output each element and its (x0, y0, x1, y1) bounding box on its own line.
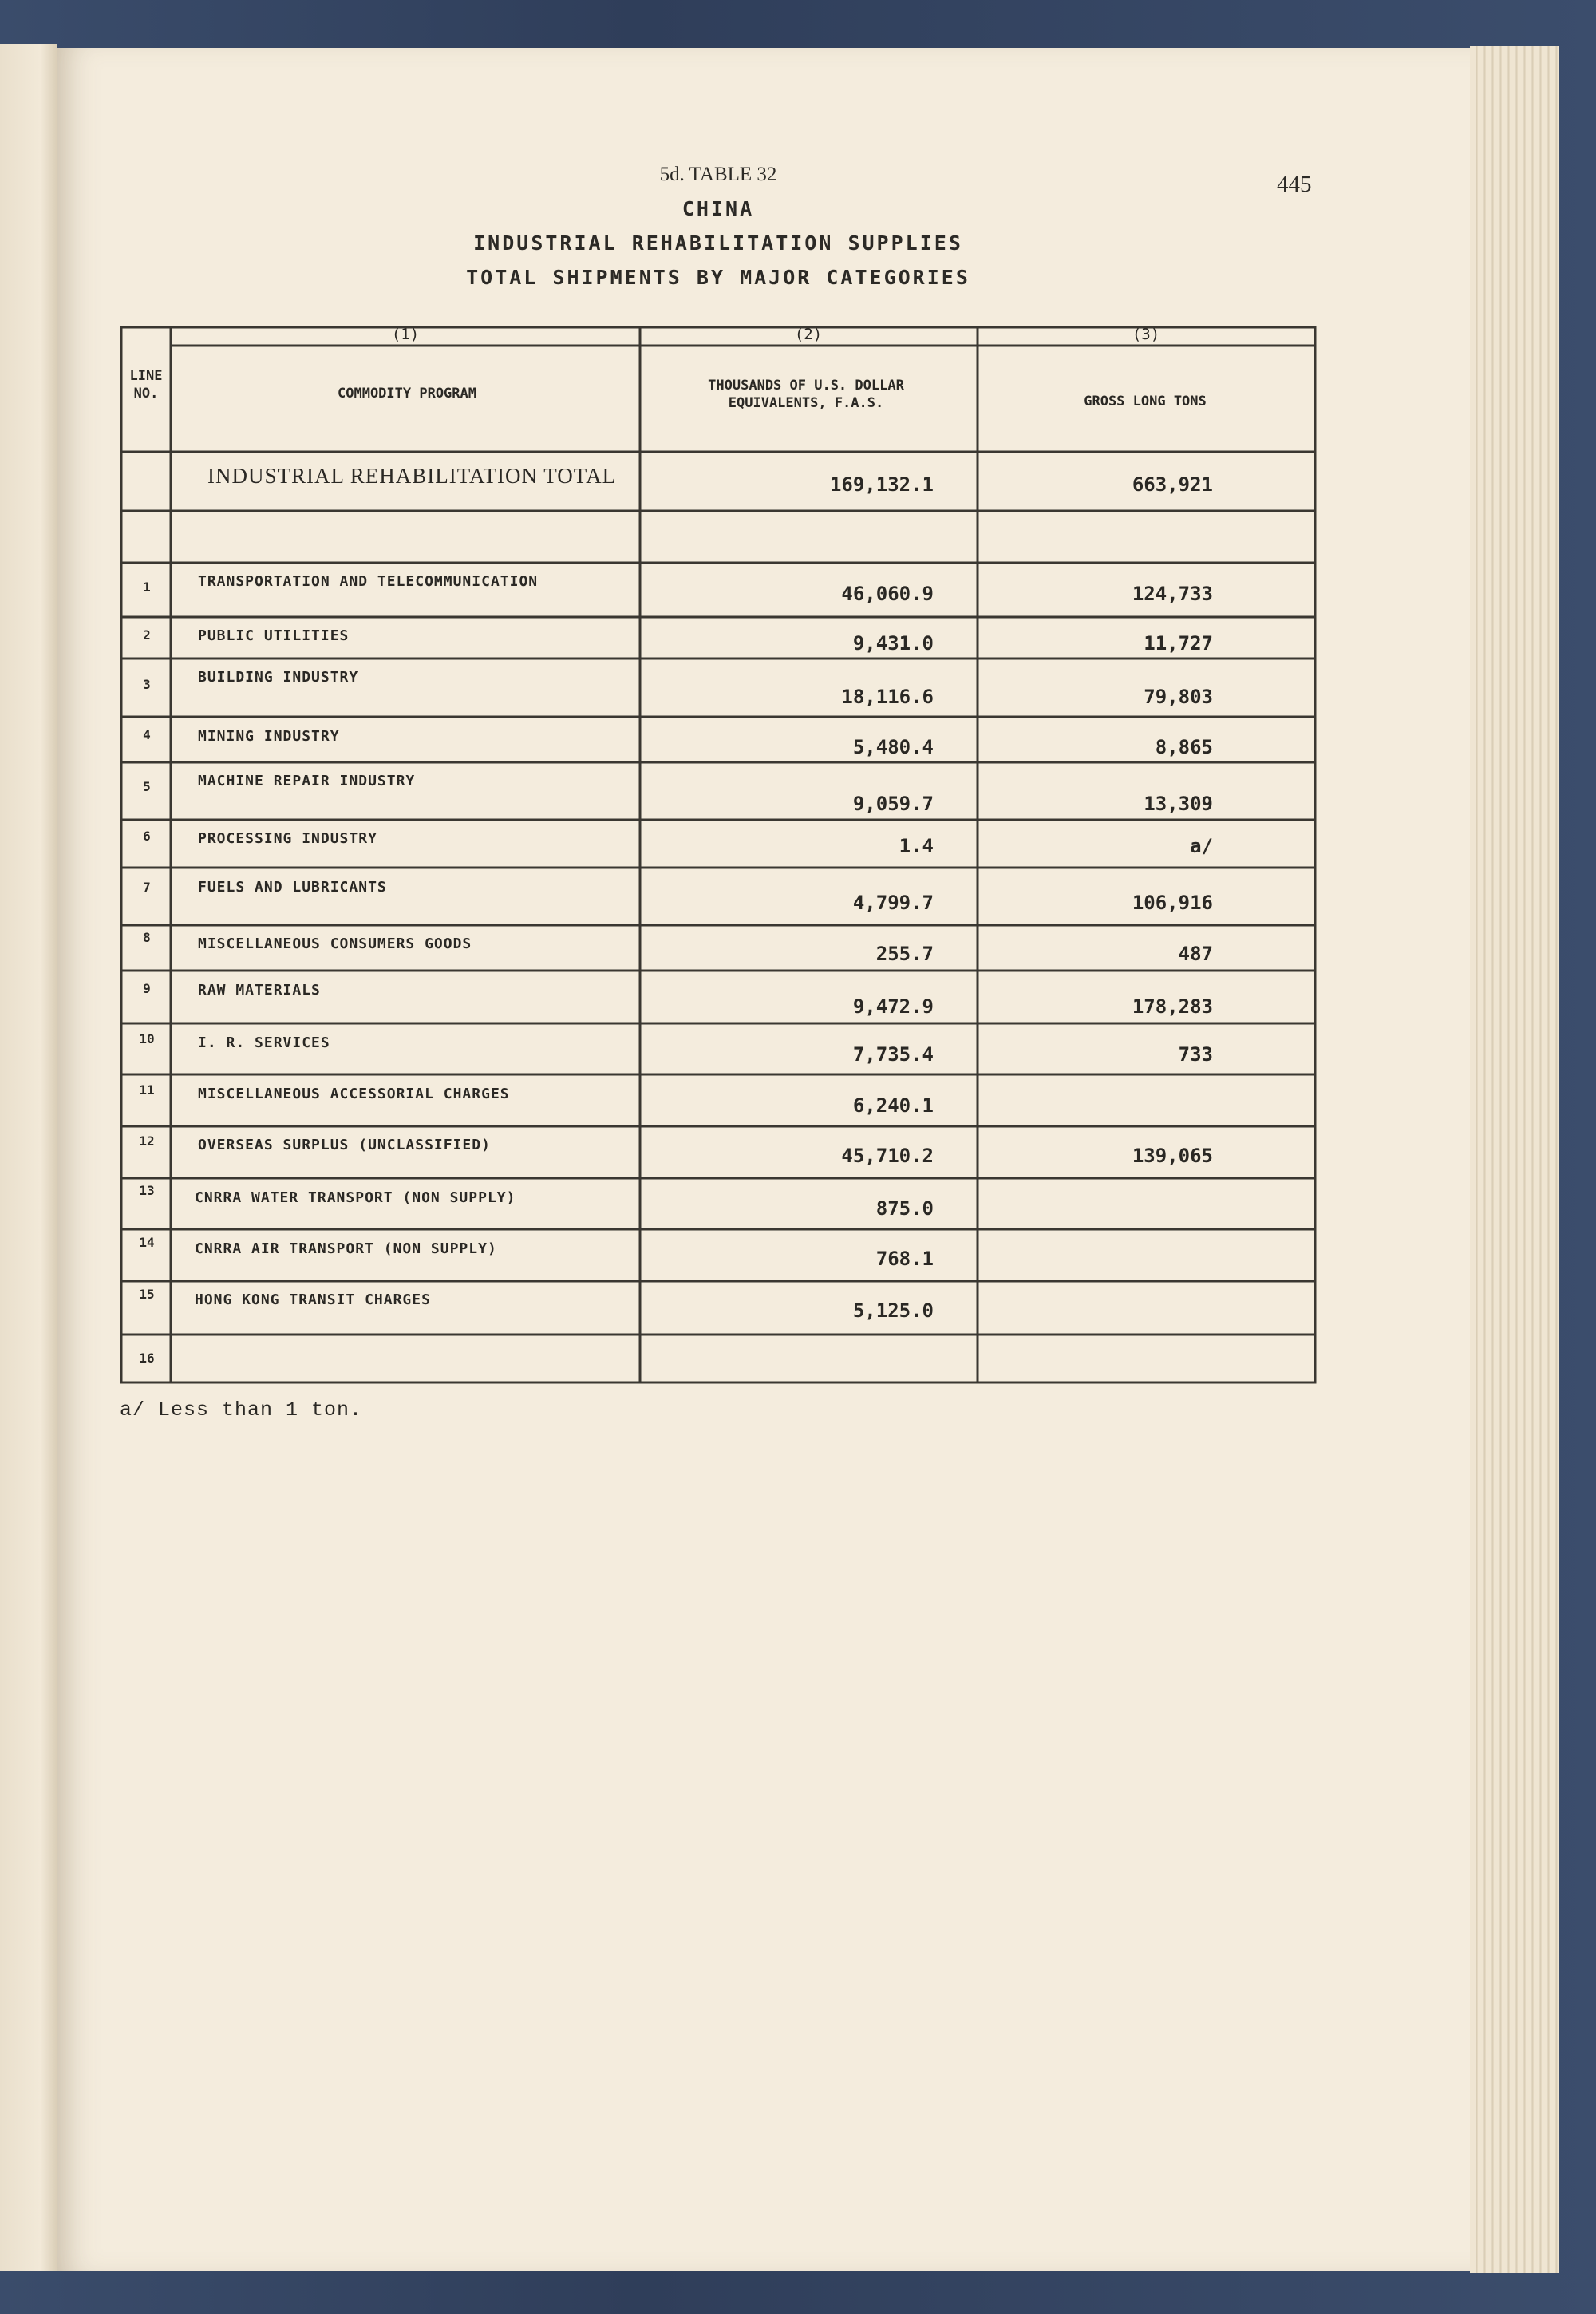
commodity-program: RAW MATERIALS (198, 982, 321, 999)
commodity-program: HONG KONG TRANSIT CHARGES (195, 1291, 431, 1308)
column-number-2: (2) (794, 326, 823, 343)
tons-value: a/ (1190, 835, 1213, 857)
commodity-program: CNRRA AIR TRANSPORT (NON SUPPLY) (195, 1240, 497, 1257)
line-number: 4 (143, 727, 151, 742)
line-number: 11 (139, 1082, 155, 1098)
dollar-value: 7,735.4 (852, 1043, 934, 1066)
line-number: 15 (139, 1287, 155, 1302)
tons-value: 178,283 (1132, 995, 1213, 1018)
line-number: 12 (139, 1133, 155, 1149)
dollar-value: 46,060.9 (841, 583, 934, 605)
commodity-program: FUELS AND LUBRICANTS (198, 879, 387, 896)
left-page-edge (0, 44, 57, 2271)
title-subject: INDUSTRIAL REHABILITATION SUPPLIES (473, 231, 963, 255)
commodity-program: BUILDING INDUSTRY (198, 669, 359, 686)
column-number-1: (1) (391, 326, 420, 343)
line-number: 5 (143, 779, 151, 794)
dollar-value: 4,799.7 (852, 892, 934, 914)
title-description: TOTAL SHIPMENTS BY MAJOR CATEGORIES (466, 266, 970, 289)
commodity-program: OVERSEAS SURPLUS (UNCLASSIFIED) (198, 1137, 491, 1153)
commodity-program: PUBLIC UTILITIES (198, 627, 350, 644)
line-number: 9 (143, 981, 151, 996)
page-edges (1470, 46, 1559, 2273)
tons-value: 124,733 (1132, 583, 1213, 605)
commodity-program: TRANSPORTATION AND TELECOMMUNICATION (198, 573, 539, 590)
total-label: INDUSTRIAL REHABILITATION TOTAL (207, 464, 617, 488)
total-tons: 663,921 (1132, 473, 1213, 496)
header-gross-long-tons: GROSS LONG TONS (1084, 394, 1207, 409)
tons-value: 13,309 (1144, 793, 1213, 815)
tons-value: 11,727 (1144, 632, 1213, 655)
dollar-value: 6,240.1 (852, 1094, 934, 1117)
commodity-program: MACHINE REPAIR INDUSTRY (198, 773, 416, 789)
title-country: CHINA (681, 197, 755, 220)
tons-value: 8,865 (1155, 736, 1213, 758)
dollar-value: 768.1 (875, 1248, 934, 1270)
total-dollars: 169,132.1 (829, 473, 934, 496)
line-number: 8 (143, 930, 151, 945)
line-number: 13 (139, 1183, 155, 1198)
header-line-no: LINE NO. (129, 368, 163, 401)
commodity-program: MISCELLANEOUS CONSUMERS GOODS (198, 935, 472, 952)
dollar-value: 5,125.0 (852, 1299, 934, 1322)
commodity-program: MISCELLANEOUS ACCESSORIAL CHARGES (198, 1086, 510, 1102)
commodity-program: I. R. SERVICES (198, 1034, 330, 1051)
shipments-table (120, 326, 1317, 1384)
tons-value: 487 (1178, 943, 1213, 965)
footnote: a/ Less than 1 ton. (120, 1398, 363, 1422)
dollar-value: 45,710.2 (841, 1145, 934, 1167)
line-number: 3 (143, 677, 151, 692)
tons-value: 79,803 (1144, 686, 1213, 708)
line-number: 6 (143, 829, 151, 844)
line-number: 16 (139, 1351, 155, 1366)
table-reference: 5d. TABLE 32 (659, 164, 777, 185)
dollar-value: 875.0 (875, 1197, 934, 1220)
line-number: 10 (139, 1031, 155, 1046)
commodity-program: MINING INDUSTRY (198, 728, 340, 745)
line-number: 7 (143, 880, 151, 895)
dollar-value: 18,116.6 (841, 686, 934, 708)
tons-value: 139,065 (1132, 1145, 1213, 1167)
dollar-value: 9,431.0 (852, 632, 934, 655)
tons-value: 733 (1178, 1043, 1213, 1066)
dollar-value: 5,480.4 (852, 736, 934, 758)
line-number: 14 (139, 1235, 155, 1250)
dollar-value: 9,059.7 (852, 793, 934, 815)
column-number-3: (3) (1132, 326, 1160, 343)
dollar-value: 255.7 (875, 943, 934, 965)
line-number: 2 (143, 627, 151, 643)
tons-value: 106,916 (1132, 892, 1213, 914)
header-dollar-equivalents: THOUSANDS OF U.S. DOLLAR EQUIVALENTS, F.A.S. (708, 378, 904, 411)
commodity-program: CNRRA WATER TRANSPORT (NON SUPPLY) (195, 1189, 516, 1206)
page-number: 445 (1277, 172, 1312, 197)
header-commodity-program: COMMODITY PROGRAM (338, 386, 476, 401)
dollar-value: 1.4 (899, 835, 934, 857)
commodity-program: PROCESSING INDUSTRY (198, 830, 377, 847)
dollar-value: 9,472.9 (852, 995, 934, 1018)
line-number: 1 (143, 579, 151, 595)
